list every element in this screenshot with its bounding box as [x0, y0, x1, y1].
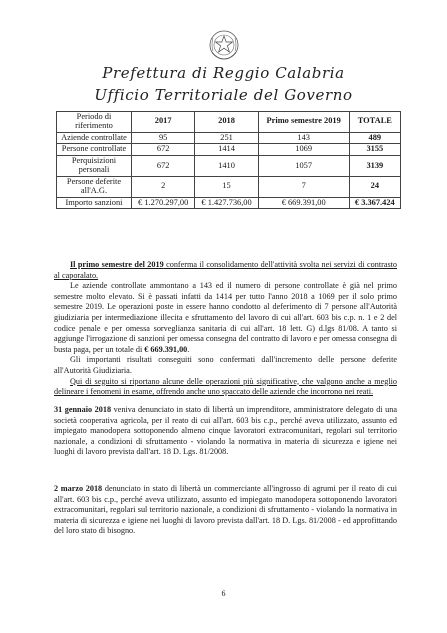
italian-emblem-icon [207, 28, 241, 62]
operation-date: 31 gennaio 2018 [54, 405, 112, 414]
row-label: Persone controllate [57, 144, 132, 156]
letterhead-prefecture: Prefettura di Reggio Calabria [102, 64, 345, 82]
paragraph-results-end: . [187, 344, 190, 354]
table-cell-total: 489 [349, 132, 400, 144]
paragraph-intro-text: conferma il consolidamento dell'attività svolta nei servizi di contrasto al caporalato. [54, 260, 398, 280]
table-cell: 672 [132, 156, 195, 177]
paragraph-operations-intro: Qui di seguito si riportano alcune delle operazioni più significative, che valgono anche a meglio delineare i fenomeni in esame, offrendo anche uno spaccato delle aziende che incorrono nei reati. [54, 376, 397, 397]
table-row [57, 144, 401, 156]
header-2017: 2017 [132, 112, 195, 133]
table-cell-total: € 3.367.424 [349, 197, 400, 209]
paragraph-results-text: Le aziende controllate ammontano a 143 ed il numero di persone controllate è già nel primo semestre molto elevato. Si è passati infatti da 1414 per tutto l'anno 2018 a 1069 per il solo primo semestre 2019. Le operazioni poste in essere hanno condotto al deferimento di 7 persone all'Autorità giudiziaria per intermediazione illecita e sfruttamento del lavoro di cui all'art. 603 bis c.p. n. 1 e 2 del codice penale e per omessa sorveglianza sanitaria di cui all'art. 18 lett. G) d.lgs 81/08. A tanto si aggiunge l'irrogazione di sanzioni per omessa consegna del contratto di lavoro e per omessa consegna di busta paga, per un totale di [54, 281, 397, 354]
body-text [54, 260, 397, 398]
table-cell: 1410 [195, 156, 258, 177]
row-label: Persone deferite all'A.G. [57, 176, 132, 197]
table-cell: 672 [132, 144, 195, 156]
operation-date: 2 marzo 2018 [54, 484, 103, 493]
table-cell: 7 [258, 176, 349, 197]
table-cell-total: 3139 [349, 156, 400, 177]
table-cell: 1069 [258, 144, 349, 156]
paragraph-intro [54, 260, 397, 281]
operation-text: denunciato in stato di libertà un commerciante all'ingrosso di agrumi per il reato di cui all'art. 603 bis c.p., perché aveva utilizzato, assunto ed impiegato manodopera sottoponendo lavoratori extracomunitari, regolari sul territorio nazionale, a condizioni di sfruttamento - violando la normativa in materia di sicurezza e igiene nei luoghi di lavoro prevista dall'art. 18 D. Lgs. 81/2008 - ed approfittando del loro stato di bisogno. [54, 484, 397, 536]
period-highlight: Il primo semestre del 2019 [70, 260, 164, 269]
operation-2018-03-02 [54, 484, 397, 537]
header-first-semester-2019: Primo semestre 2019 [258, 112, 349, 133]
table-cell: 1414 [195, 144, 258, 156]
letterhead-office: Ufficio Territoriale del Governo [94, 86, 353, 104]
statistics-table [56, 111, 401, 209]
table-cell: € 669.391,00 [258, 197, 349, 209]
table-cell-total: 3155 [349, 144, 400, 156]
operation-text: veniva denunciato in stato di libertà un imprenditore, amministratore delegato di una società cooperativa agricola, per il reato di cui all'art. 603 bis c.p., perché aveva utilizzato, assunto ed impiegato manodopera sottoponendo almeno cinque lavoratori extracomunitari, regolari sul territorio nazionale, a condizioni di sfruttamento - violando la normativa in materia di sicurezza e igiene nei luoghi di lavoro prevista dall'art. 18 D. Lgs. 81/2008. [54, 405, 397, 457]
paragraph-results [54, 281, 397, 355]
table-cell: 143 [258, 132, 349, 144]
table-cell: 15 [195, 176, 258, 197]
table-row [57, 197, 401, 209]
row-label: Importo sanzioni [57, 197, 132, 209]
operation-2018-01-31 [54, 405, 397, 458]
table-cell: 2 [132, 176, 195, 197]
table-cell: € 1.270.297,00 [132, 197, 195, 209]
row-label: Perquisizioni personali [57, 156, 132, 177]
table-cell: 1057 [258, 156, 349, 177]
paragraph-operation [54, 405, 397, 458]
header-total: TOTALE [349, 112, 400, 133]
table-row [57, 156, 401, 177]
paragraph-operation [54, 484, 397, 537]
table-header-row [57, 112, 401, 133]
page-number: 6 [221, 589, 226, 598]
table-row [57, 176, 401, 197]
header-2018: 2018 [195, 112, 258, 133]
header-period: Periodo di riferimento [57, 112, 132, 133]
table-cell: € 1.427.736,00 [195, 197, 258, 209]
table-cell: 251 [195, 132, 258, 144]
table-row [57, 132, 401, 144]
paragraph-confirmation: Gli importanti risultati conseguiti sono confermati dall'incremento delle persone deferite all'Autorità Giudiziaria. [54, 355, 397, 375]
table-cell: 95 [132, 132, 195, 144]
table-cell-total: 24 [349, 176, 400, 197]
sanctions-amount: € 669.391,00 [144, 344, 188, 354]
row-label: Aziende controllate [57, 132, 132, 144]
